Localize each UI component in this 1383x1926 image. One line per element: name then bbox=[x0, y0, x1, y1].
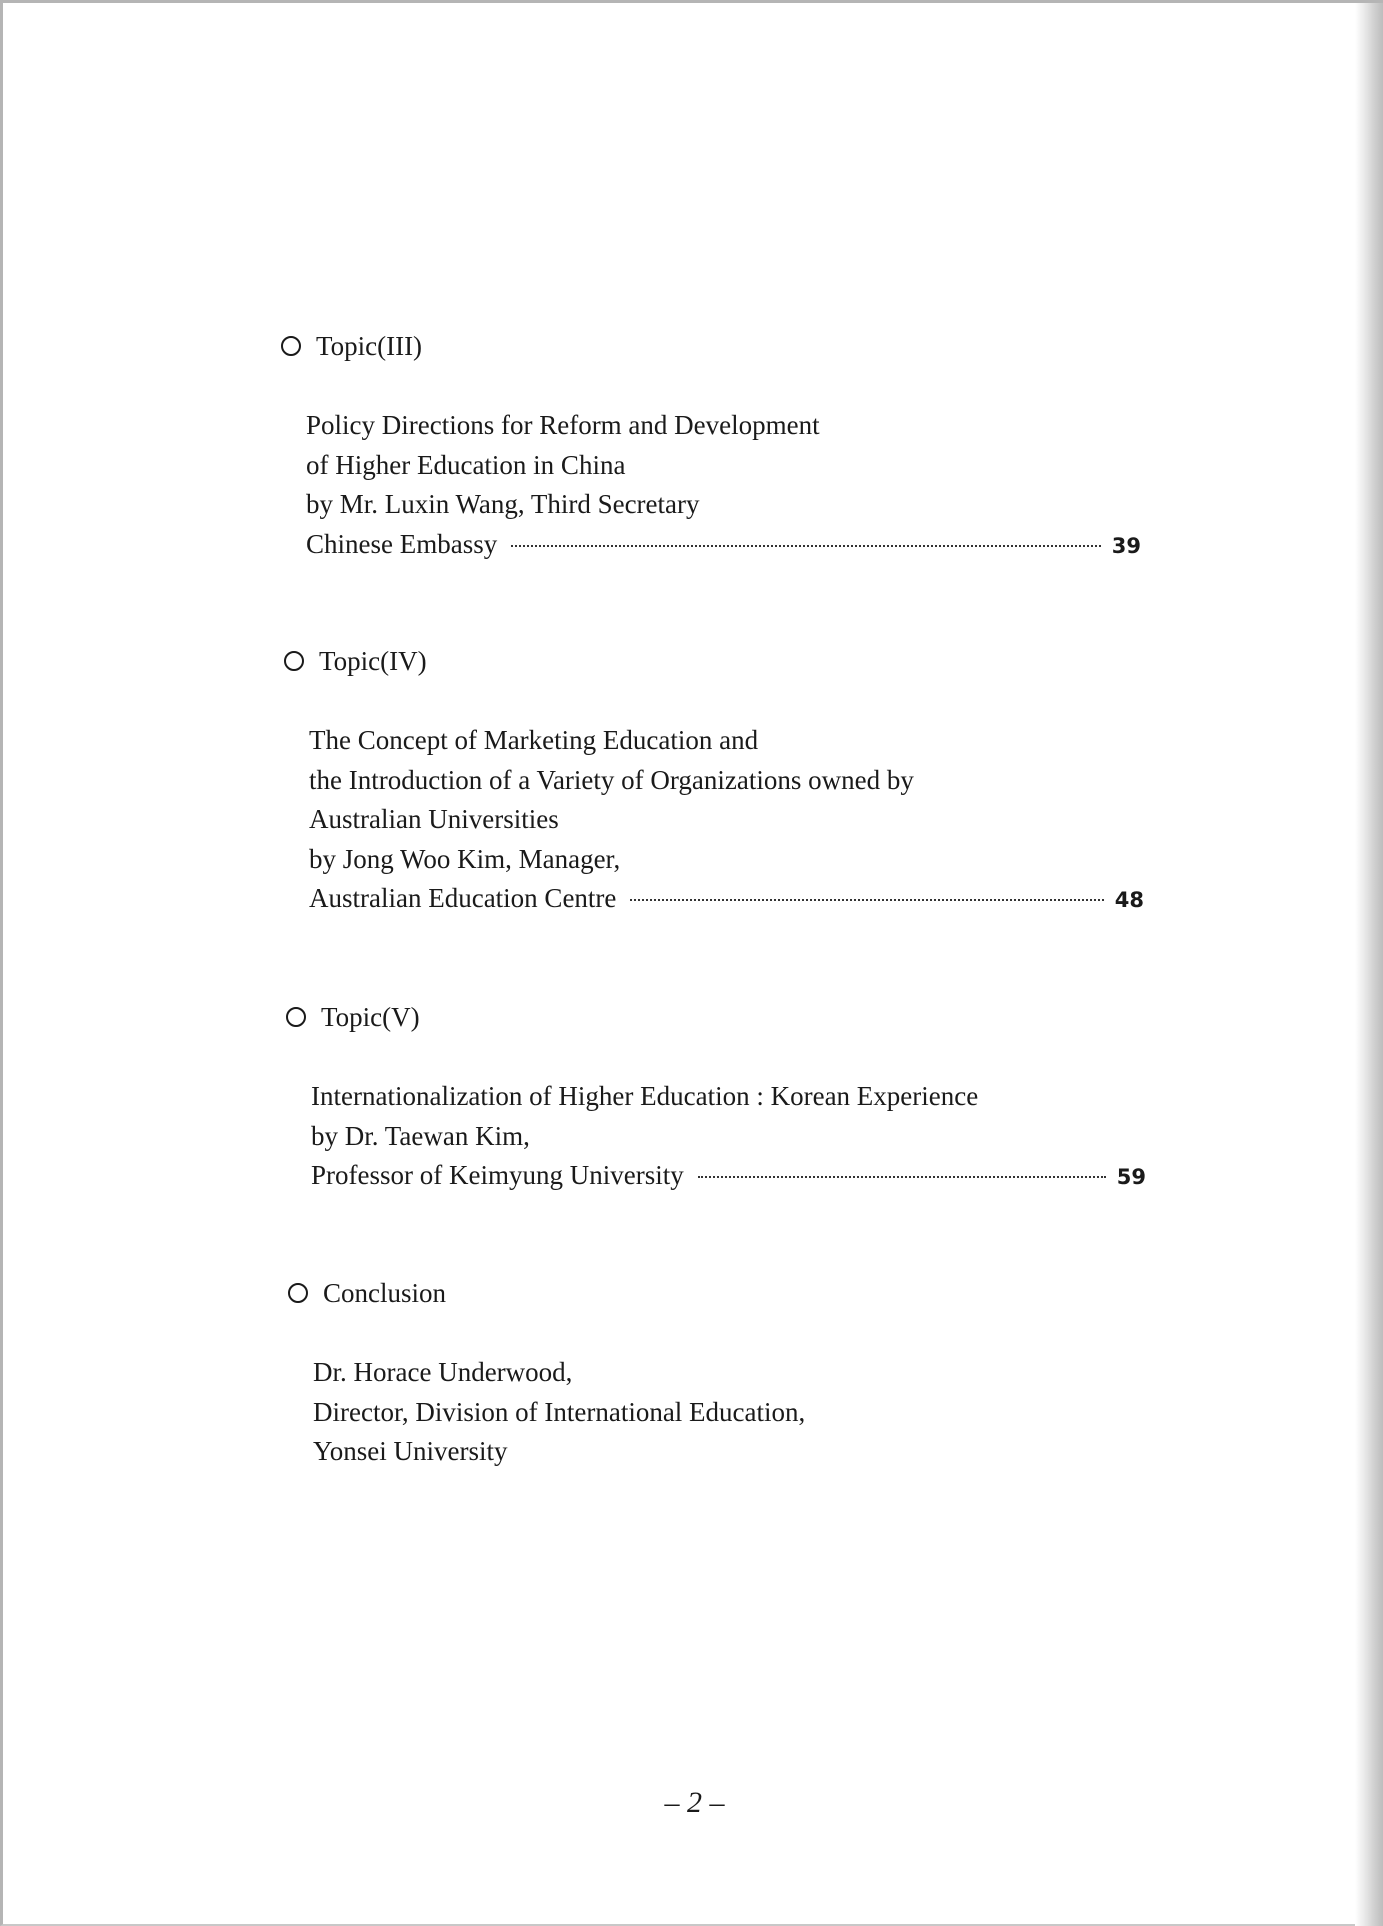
entry-line: Professor of Keimyung University bbox=[311, 1160, 684, 1190]
entry-last-line bbox=[309, 879, 1144, 919]
entry-line: Chinese Embassy bbox=[306, 528, 498, 559]
toc-section-topic-4 bbox=[284, 643, 1144, 919]
section-heading bbox=[284, 643, 1144, 679]
toc-section-topic-3 bbox=[281, 328, 1141, 564]
circle-bullet-icon bbox=[288, 1283, 308, 1303]
entry-last-line bbox=[306, 525, 1141, 565]
section-heading-text: Topic(III) bbox=[316, 330, 423, 361]
entry-line: Yonsei University bbox=[313, 1436, 508, 1466]
entry-line: Australian Universities bbox=[309, 804, 559, 834]
page-number: – 2 – bbox=[664, 1786, 725, 1819]
page-reference: 39 bbox=[1111, 533, 1141, 558]
page-reference: 59 bbox=[1116, 1165, 1146, 1189]
page-edge-shadow bbox=[1355, 3, 1383, 1926]
entry-line: Dr. Horace Underwood, bbox=[313, 1357, 573, 1387]
section-heading-text: Topic(IV) bbox=[319, 645, 427, 676]
dot-leader bbox=[630, 899, 1104, 901]
toc-entry bbox=[286, 1077, 1146, 1196]
page-reference: 48 bbox=[1114, 888, 1144, 912]
entry-line: of Higher Education in China bbox=[306, 449, 626, 480]
entry-line: by Mr. Luxin Wang, Third Secretary bbox=[306, 489, 700, 519]
toc-entry bbox=[284, 721, 1144, 919]
toc-entry bbox=[281, 406, 1141, 564]
entry-line: Australian Education Centre bbox=[309, 883, 617, 913]
entry-line: by Dr. Taewan Kim, bbox=[311, 1120, 530, 1151]
circle-bullet-icon bbox=[286, 1007, 306, 1027]
section-heading-text: Topic(V) bbox=[321, 1001, 420, 1032]
entry-line: Director, Division of International Education, bbox=[313, 1396, 806, 1427]
entry-line: The Concept of Marketing Education and bbox=[309, 725, 759, 755]
dot-leader bbox=[698, 1176, 1106, 1178]
dot-leader bbox=[511, 545, 1101, 547]
entry-line: the Introduction of a Variety of Organizations owned by bbox=[309, 764, 914, 795]
circle-bullet-icon bbox=[281, 336, 301, 356]
entry-line: Internationalization of Higher Education : Korean Experience bbox=[311, 1081, 979, 1111]
section-heading bbox=[286, 999, 1146, 1035]
circle-bullet-icon bbox=[284, 651, 304, 671]
section-heading bbox=[281, 328, 1141, 364]
toc-section-topic-5 bbox=[286, 999, 1146, 1196]
toc-section-conclusion bbox=[288, 1275, 1148, 1472]
section-heading bbox=[288, 1275, 1148, 1311]
toc-entry bbox=[288, 1353, 1148, 1472]
section-heading-text: Conclusion bbox=[323, 1277, 447, 1308]
entry-line: by Jong Woo Kim, Manager, bbox=[309, 843, 621, 874]
entry-last-line bbox=[311, 1156, 1146, 1196]
entry-line: Policy Directions for Reform and Development bbox=[306, 410, 820, 440]
